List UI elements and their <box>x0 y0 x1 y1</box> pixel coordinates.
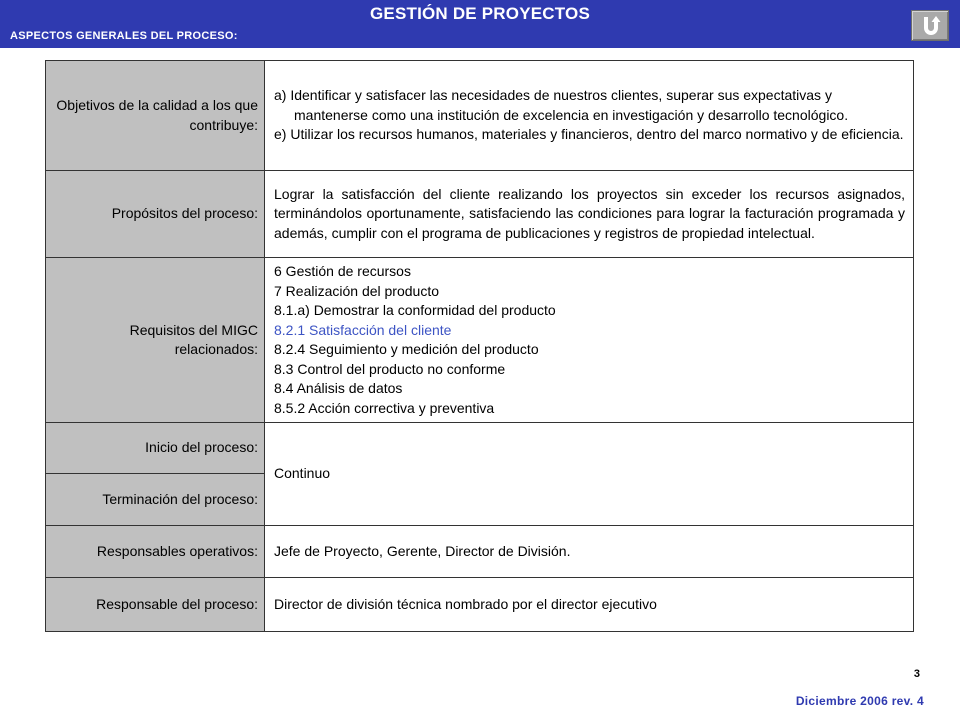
value-inicio-terminacion: Continuo <box>265 423 914 526</box>
value-propositos: Lograr la satisfacción del cliente realizando los proyectos sin exceder los recursos asignados, terminándolos oportunamente, satisfaciendo las condiciones para lograr la facturación programada y además, cumplir con el programa de publicaciones y registros de propiedad intelectual. <box>265 171 914 258</box>
label-terminacion: Terminación del proceso: <box>46 474 265 526</box>
label-responsable-proceso: Responsable del proceso: <box>46 578 265 632</box>
label-inicio: Inicio del proceso: <box>46 423 265 474</box>
back-button[interactable] <box>911 10 949 41</box>
table-row <box>46 61 914 171</box>
page-number: 3 <box>913 668 920 680</box>
label-propositos: Propósitos del proceso: <box>46 171 265 258</box>
list-item: 8.4 Análisis de datos <box>274 380 403 396</box>
footer-date-revision: Diciembre 2006 rev. 4 <box>795 694 924 708</box>
process-table <box>45 60 914 632</box>
list-item: 8.3 Control del producto no conforme <box>274 360 506 377</box>
page-title: GESTIÓN DE PROYECTOS <box>369 4 590 23</box>
value-responsables-operativos: Jefe de Proyecto, Gerente, Director de División. <box>265 526 914 578</box>
table-row <box>46 423 914 474</box>
table-row <box>46 171 914 258</box>
objetivos-list <box>274 86 905 145</box>
list-item: 6 Gestión de recursos <box>274 263 411 279</box>
list-item: 8.1.a) Demostrar la conformidad del producto <box>274 302 556 318</box>
list-item: 7 Realización del producto <box>274 282 439 299</box>
label-requisitos: Requisitos del MIGC relacionados: <box>46 258 265 423</box>
value-requisitos <box>265 258 914 423</box>
section-subtitle: ASPECTOS GENERALES DEL PROCESO: <box>10 30 238 42</box>
u-turn-back-icon <box>919 14 943 38</box>
table-row <box>46 526 914 578</box>
list-item: e) Utilizar los recursos humanos, materiales y financieros, dentro del marco normativo y de eficiencia. <box>274 126 904 143</box>
value-responsable-proceso: Director de división técnica nombrado por el director ejecutivo <box>265 578 914 632</box>
list-item: 8.5.2 Acción correctiva y preventiva <box>274 399 495 416</box>
label-responsables-operativos: Responsables operativos: <box>46 526 265 578</box>
table-row <box>46 258 914 423</box>
requisito-link[interactable]: 8.2.1 Satisfacción del cliente <box>274 321 452 338</box>
header-bar <box>0 0 960 48</box>
value-objetivos <box>265 61 914 171</box>
list-item: a) Identificar y satisfacer las necesidades de nuestros clientes, superar sus expectativas y mantenerse como una institución de excelencia en investigación y desarrollo tecnológico. <box>274 87 849 123</box>
list-item: 8.2.4 Seguimiento y medición del producto <box>274 341 539 357</box>
table-row <box>46 578 914 632</box>
label-objetivos: Objetivos de la calidad a los que contribuye: <box>46 61 265 171</box>
